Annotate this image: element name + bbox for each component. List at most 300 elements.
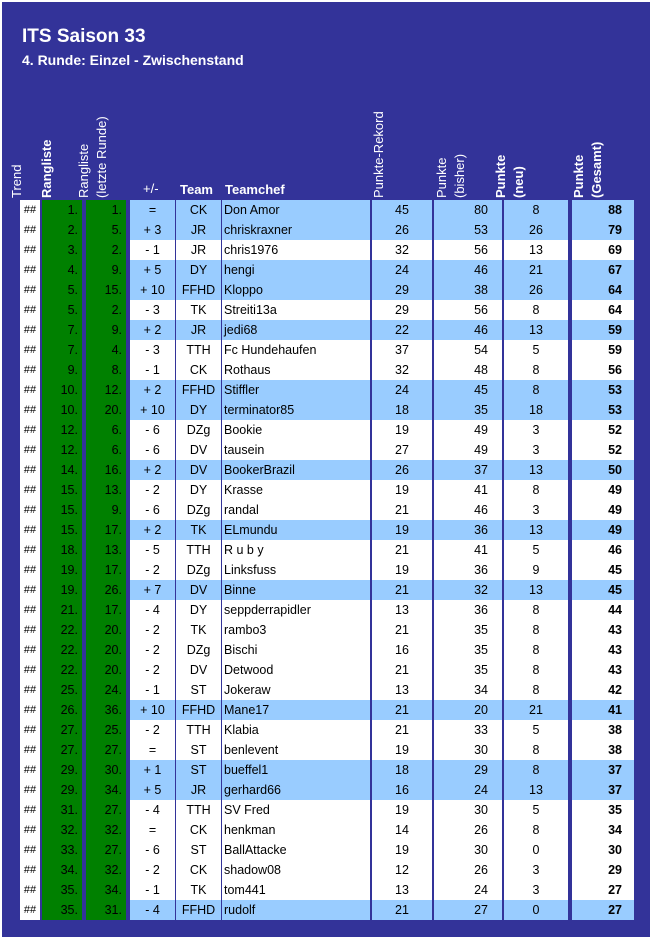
trend-cell: ## — [20, 240, 40, 260]
trend-cell: ## — [20, 500, 40, 520]
trend-cell: ## — [20, 260, 40, 280]
diff-cell: + 5 — [130, 780, 175, 800]
team-cell: DV — [176, 440, 221, 460]
points-neu-cell: 8 — [504, 740, 568, 760]
teamchef-cell: Binne — [222, 580, 370, 600]
trend-cell: ## — [20, 700, 40, 720]
table-row — [2, 740, 650, 760]
points-neu-cell: 8 — [504, 200, 568, 220]
points-bisher-cell: 27 — [434, 900, 502, 920]
points-bisher-cell: 46 — [434, 260, 502, 280]
points-bisher-cell: 33 — [434, 720, 502, 740]
team-cell: ST — [176, 680, 221, 700]
last-rank-cell: 13. — [86, 480, 126, 500]
table-row — [2, 860, 650, 880]
rekord-cell: 21 — [372, 580, 432, 600]
points-neu-cell: 8 — [504, 680, 568, 700]
rank-cell: 33. — [42, 840, 82, 860]
points-neu-cell: 8 — [504, 640, 568, 660]
points-gesamt-cell: 56 — [572, 360, 634, 380]
points-gesamt-cell: 45 — [572, 560, 634, 580]
diff-cell: + 2 — [130, 320, 175, 340]
page-title: ITS Saison 33 — [22, 26, 146, 47]
table-row — [2, 760, 650, 780]
points-bisher-cell: 53 — [434, 220, 502, 240]
page-subtitle: 4. Runde: Einzel - Zwischenstand — [22, 52, 244, 68]
team-cell: JR — [176, 780, 221, 800]
points-neu-cell: 8 — [504, 360, 568, 380]
last-rank-cell: 1. — [86, 200, 126, 220]
trend-cell: ## — [20, 220, 40, 240]
standings-sheet: ITS Saison 33 4. Runde: Einzel - Zwischenstand Trend Rangliste Rangliste (letzte Runde) +/- Team Teamchef Punkte-Rekord Punkte (bisher) Punkte (neu) Punkte (Gesamt) ## 1. 1. = CK Don Amor 45 80 8 88 ## 2. 5. + 3 JR chriskraxner 26 53 26 79 ## 3. 2. - 1 JR chris1976 32 56 13 69 ## 4. 9. + 5 DY hengi 24 46 21 67 ## 5. 15. + 10 FFHD Kloppo 29 38 26 64 ## 5. 2. - 3 TK Streiti13a 29 56 8 64 ## 7. 9. + 2 JR jedi68 22 46 13 59 ## 7. 4. - 3 TTH Fc Hundehaufen 37 54 5 59 ## 9. 8. - 1 CK Rothaus 32 48 8 56 ## 10. 12. + 2 FFHD Stiffler 24 45 8 53 ## 10. 20. + 10 DY terminator85 18 35 18 53 ## 12. 6. - 6 DZg Bookie 19 49 3 52 ## 12. 6. - 6 DV tausein 27 49 3 52 ## 14. 16. + 2 DV BookerBrazil 26 37 13 50 ## 15. 13. - 2 DY Krasse 19 41 8 49 ## 15. 9. - 6 DZg randal 21 46 3 49 ## 15. 17. + 2 TK ELmundu 19 36 13 49 ## 18. 13. - 5 TTH R u b y 21 41 5 46 ## 19. 17. - 2 DZg Linksfuss 19 36 9 45 ## 19. 26. + 7 DV Binne 21 32 13 45 ## 21. 17. - 4 DY seppderrapidler 13 36 8 44 ## 22. 20. - 2 TK rambo3 21 35 8 43 ## 22. 20. - 2 DZg Bischi 16 35 8 43 ## 22. 20. - 2 DV Detwood 21 35 8 43 ## 25. 24. - 1 ST Jokeraw 13 34 8 42 ## 26. 36. + 10 FFHD Mane17 21 20 21 41 ## 27. 25. - 2 TTH Klabia 21 33 5 38 ## 27. 27. = ST benlevent 19 30 8 38 ## 29. 30. + 1 ST bueffel1 18 29 8 37 ## 29. 34. + 5 JR gerhard66 16 24 13 37 ## 31. 27. - 4 TTH SV Fred 19 30 5 35 ## 32. 32. = CK henkman 14 26 8 34 ## 33. 27. - 6 ST BallAttacke 19 30 0 30 ## 34. 32. - 2 CK shadow08 12 26 3 29 ## 35. 34. - 1 TK tom441 13 24 3 27 ## 35. 31. - 4 FFHD rudolf 21 27 0 27 — [2, 2, 650, 937]
points-gesamt-cell: 69 — [572, 240, 634, 260]
points-gesamt-cell: 38 — [572, 720, 634, 740]
rank-cell: 15. — [42, 480, 82, 500]
team-cell: TTH — [176, 800, 221, 820]
last-rank-cell: 9. — [86, 260, 126, 280]
rekord-cell: 13 — [372, 680, 432, 700]
rekord-cell: 24 — [372, 260, 432, 280]
table-row — [2, 400, 650, 420]
table-row — [2, 360, 650, 380]
table-row — [2, 500, 650, 520]
diff-cell: - 4 — [130, 600, 175, 620]
diff-cell: - 6 — [130, 440, 175, 460]
team-cell: DZg — [176, 640, 221, 660]
points-bisher-cell: 46 — [434, 320, 502, 340]
last-rank-cell: 17. — [86, 600, 126, 620]
points-bisher-cell: 32 — [434, 580, 502, 600]
table-row — [2, 800, 650, 820]
rank-cell: 29. — [42, 780, 82, 800]
rekord-cell: 21 — [372, 500, 432, 520]
last-rank-cell: 5. — [86, 220, 126, 240]
table-row — [2, 440, 650, 460]
points-neu-cell: 18 — [504, 400, 568, 420]
rekord-cell: 45 — [372, 200, 432, 220]
rank-cell: 7. — [42, 340, 82, 360]
last-rank-cell: 15. — [86, 280, 126, 300]
points-gesamt-cell: 27 — [572, 880, 634, 900]
diff-cell: + 2 — [130, 380, 175, 400]
rekord-cell: 19 — [372, 840, 432, 860]
team-cell: TK — [176, 300, 221, 320]
teamchef-cell: chriskraxner — [222, 220, 370, 240]
last-rank-cell: 20. — [86, 660, 126, 680]
teamchef-cell: Rothaus — [222, 360, 370, 380]
diff-cell: + 2 — [130, 520, 175, 540]
teamchef-cell: tom441 — [222, 880, 370, 900]
teamchef-cell: BallAttacke — [222, 840, 370, 860]
rank-cell: 27. — [42, 720, 82, 740]
diff-cell: = — [130, 820, 175, 840]
rank-cell: 15. — [42, 500, 82, 520]
points-bisher-cell: 35 — [434, 400, 502, 420]
rank-cell: 10. — [42, 380, 82, 400]
points-bisher-cell: 20 — [434, 700, 502, 720]
trend-cell: ## — [20, 800, 40, 820]
team-cell: ST — [176, 760, 221, 780]
teamchef-cell: bueffel1 — [222, 760, 370, 780]
diff-cell: - 5 — [130, 540, 175, 560]
rekord-cell: 18 — [372, 760, 432, 780]
team-cell: DZg — [176, 420, 221, 440]
trend-cell: ## — [20, 640, 40, 660]
rank-cell: 25. — [42, 680, 82, 700]
trend-cell: ## — [20, 660, 40, 680]
points-bisher-cell: 29 — [434, 760, 502, 780]
trend-cell: ## — [20, 460, 40, 480]
teamchef-cell: Stiffler — [222, 380, 370, 400]
diff-cell: + 7 — [130, 580, 175, 600]
points-neu-cell: 8 — [504, 300, 568, 320]
points-bisher-cell: 36 — [434, 520, 502, 540]
points-neu-cell: 8 — [504, 620, 568, 640]
rank-cell: 14. — [42, 460, 82, 480]
team-cell: FFHD — [176, 380, 221, 400]
rank-cell: 35. — [42, 880, 82, 900]
points-neu-cell: 8 — [504, 660, 568, 680]
diff-cell: + 10 — [130, 700, 175, 720]
teamchef-cell: Mane17 — [222, 700, 370, 720]
diff-cell: - 6 — [130, 840, 175, 860]
points-neu-cell: 3 — [504, 420, 568, 440]
rank-cell: 32. — [42, 820, 82, 840]
trend-cell: ## — [20, 620, 40, 640]
team-cell: TTH — [176, 720, 221, 740]
teamchef-cell: seppderrapidler — [222, 600, 370, 620]
team-cell: DZg — [176, 500, 221, 520]
team-cell: CK — [176, 200, 221, 220]
points-gesamt-cell: 38 — [572, 740, 634, 760]
trend-cell: ## — [20, 820, 40, 840]
points-gesamt-cell: 43 — [572, 640, 634, 660]
last-rank-cell: 17. — [86, 560, 126, 580]
trend-cell: ## — [20, 580, 40, 600]
points-bisher-cell: 36 — [434, 560, 502, 580]
last-rank-cell: 24. — [86, 680, 126, 700]
team-cell: ST — [176, 840, 221, 860]
last-rank-cell: 20. — [86, 640, 126, 660]
rank-cell: 22. — [42, 640, 82, 660]
team-cell: FFHD — [176, 280, 221, 300]
points-gesamt-cell: 79 — [572, 220, 634, 240]
points-neu-cell: 3 — [504, 500, 568, 520]
diff-cell: + 10 — [130, 400, 175, 420]
table-row — [2, 240, 650, 260]
diff-cell: - 2 — [130, 640, 175, 660]
table-row — [2, 340, 650, 360]
trend-cell: ## — [20, 360, 40, 380]
points-gesamt-cell: 49 — [572, 520, 634, 540]
trend-cell: ## — [20, 860, 40, 880]
rank-cell: 18. — [42, 540, 82, 560]
rekord-cell: 19 — [372, 800, 432, 820]
table-row — [2, 460, 650, 480]
table-row — [2, 820, 650, 840]
teamchef-cell: Bookie — [222, 420, 370, 440]
diff-cell: + 1 — [130, 760, 175, 780]
teamchef-cell: Detwood — [222, 660, 370, 680]
team-cell: JR — [176, 220, 221, 240]
points-bisher-cell: 41 — [434, 540, 502, 560]
points-bisher-cell: 24 — [434, 780, 502, 800]
points-neu-cell: 26 — [504, 280, 568, 300]
points-gesamt-cell: 59 — [572, 320, 634, 340]
rekord-cell: 13 — [372, 880, 432, 900]
points-gesamt-cell: 53 — [572, 380, 634, 400]
rekord-cell: 19 — [372, 420, 432, 440]
points-neu-cell: 5 — [504, 800, 568, 820]
teamchef-cell: hengi — [222, 260, 370, 280]
points-gesamt-cell: 49 — [572, 500, 634, 520]
points-neu-cell: 13 — [504, 580, 568, 600]
last-rank-cell: 9. — [86, 500, 126, 520]
table-row — [2, 380, 650, 400]
points-neu-cell: 8 — [504, 380, 568, 400]
diff-cell: - 1 — [130, 680, 175, 700]
points-bisher-cell: 24 — [434, 880, 502, 900]
last-rank-cell: 27. — [86, 840, 126, 860]
last-rank-cell: 13. — [86, 540, 126, 560]
rank-cell: 29. — [42, 760, 82, 780]
team-cell: DY — [176, 260, 221, 280]
trend-cell: ## — [20, 280, 40, 300]
table-row — [2, 260, 650, 280]
team-cell: ST — [176, 740, 221, 760]
last-rank-cell: 4. — [86, 340, 126, 360]
last-rank-cell: 16. — [86, 460, 126, 480]
rank-cell: 2. — [42, 220, 82, 240]
table-row — [2, 480, 650, 500]
trend-cell: ## — [20, 320, 40, 340]
points-neu-cell: 9 — [504, 560, 568, 580]
points-bisher-cell: 49 — [434, 420, 502, 440]
rekord-cell: 21 — [372, 720, 432, 740]
diff-cell: - 6 — [130, 500, 175, 520]
rekord-cell: 29 — [372, 280, 432, 300]
trend-cell: ## — [20, 780, 40, 800]
rekord-cell: 19 — [372, 560, 432, 580]
table-row — [2, 300, 650, 320]
diff-cell: - 2 — [130, 620, 175, 640]
rekord-cell: 27 — [372, 440, 432, 460]
table-row — [2, 720, 650, 740]
diff-cell: - 1 — [130, 240, 175, 260]
points-gesamt-cell: 29 — [572, 860, 634, 880]
team-cell: TTH — [176, 340, 221, 360]
points-gesamt-cell: 44 — [572, 600, 634, 620]
points-bisher-cell: 26 — [434, 860, 502, 880]
points-neu-cell: 5 — [504, 720, 568, 740]
rekord-cell: 37 — [372, 340, 432, 360]
trend-cell: ## — [20, 340, 40, 360]
last-rank-cell: 32. — [86, 820, 126, 840]
header-diff: +/- — [143, 181, 159, 196]
rekord-cell: 21 — [372, 540, 432, 560]
points-gesamt-cell: 34 — [572, 820, 634, 840]
points-neu-cell: 13 — [504, 320, 568, 340]
diff-cell: - 2 — [130, 560, 175, 580]
last-rank-cell: 34. — [86, 880, 126, 900]
points-neu-cell: 0 — [504, 900, 568, 920]
team-cell: TK — [176, 520, 221, 540]
teamchef-cell: rudolf — [222, 900, 370, 920]
points-neu-cell: 8 — [504, 820, 568, 840]
diff-cell: - 2 — [130, 480, 175, 500]
points-bisher-cell: 36 — [434, 600, 502, 620]
rank-cell: 35. — [42, 900, 82, 920]
points-bisher-cell: 26 — [434, 820, 502, 840]
last-rank-cell: 20. — [86, 400, 126, 420]
points-gesamt-cell: 50 — [572, 460, 634, 480]
last-rank-cell: 36. — [86, 700, 126, 720]
table-row — [2, 560, 650, 580]
points-gesamt-cell: 64 — [572, 300, 634, 320]
points-gesamt-cell: 37 — [572, 760, 634, 780]
diff-cell: + 2 — [130, 460, 175, 480]
last-rank-cell: 20. — [86, 620, 126, 640]
points-neu-cell: 26 — [504, 220, 568, 240]
trend-cell: ## — [20, 880, 40, 900]
table-row — [2, 700, 650, 720]
points-bisher-cell: 49 — [434, 440, 502, 460]
diff-cell: - 2 — [130, 720, 175, 740]
header-team: Team — [180, 182, 213, 197]
diff-cell: + 3 — [130, 220, 175, 240]
last-rank-cell: 31. — [86, 900, 126, 920]
points-gesamt-cell: 43 — [572, 660, 634, 680]
last-rank-cell: 27. — [86, 800, 126, 820]
table-row — [2, 280, 650, 300]
points-gesamt-cell: 52 — [572, 420, 634, 440]
rank-cell: 21. — [42, 600, 82, 620]
table-row — [2, 900, 650, 920]
rank-cell: 5. — [42, 280, 82, 300]
table-row — [2, 520, 650, 540]
points-gesamt-cell: 37 — [572, 780, 634, 800]
last-rank-cell: 26. — [86, 580, 126, 600]
points-bisher-cell: 80 — [434, 200, 502, 220]
last-rank-cell: 2. — [86, 300, 126, 320]
last-rank-cell: 2. — [86, 240, 126, 260]
trend-cell: ## — [20, 380, 40, 400]
trend-cell: ## — [20, 740, 40, 760]
teamchef-cell: shadow08 — [222, 860, 370, 880]
last-rank-cell: 32. — [86, 860, 126, 880]
table-row — [2, 680, 650, 700]
points-bisher-cell: 35 — [434, 640, 502, 660]
diff-cell: - 3 — [130, 300, 175, 320]
points-neu-cell: 5 — [504, 340, 568, 360]
rekord-cell: 21 — [372, 660, 432, 680]
diff-cell: - 2 — [130, 860, 175, 880]
teamchef-cell: Streiti13a — [222, 300, 370, 320]
points-gesamt-cell: 52 — [572, 440, 634, 460]
points-bisher-cell: 30 — [434, 740, 502, 760]
teamchef-cell: Don Amor — [222, 200, 370, 220]
points-gesamt-cell: 35 — [572, 800, 634, 820]
rank-cell: 5. — [42, 300, 82, 320]
rekord-cell: 21 — [372, 900, 432, 920]
rekord-cell: 21 — [372, 620, 432, 640]
teamchef-cell: Fc Hundehaufen — [222, 340, 370, 360]
points-neu-cell: 21 — [504, 700, 568, 720]
points-bisher-cell: 54 — [434, 340, 502, 360]
last-rank-cell: 17. — [86, 520, 126, 540]
teamchef-cell: rambo3 — [222, 620, 370, 640]
rank-cell: 15. — [42, 520, 82, 540]
points-bisher-cell: 35 — [434, 660, 502, 680]
teamchef-cell: R u b y — [222, 540, 370, 560]
table-row — [2, 320, 650, 340]
teamchef-cell: Bischi — [222, 640, 370, 660]
team-cell: TK — [176, 880, 221, 900]
points-gesamt-cell: 27 — [572, 900, 634, 920]
diff-cell: - 3 — [130, 340, 175, 360]
rank-cell: 1. — [42, 200, 82, 220]
teamchef-cell: Jokeraw — [222, 680, 370, 700]
table-row — [2, 600, 650, 620]
rekord-cell: 19 — [372, 480, 432, 500]
teamchef-cell: ELmundu — [222, 520, 370, 540]
trend-cell: ## — [20, 760, 40, 780]
last-rank-cell: 12. — [86, 380, 126, 400]
team-cell: DY — [176, 480, 221, 500]
table-row — [2, 420, 650, 440]
points-gesamt-cell: 53 — [572, 400, 634, 420]
rank-cell: 26. — [42, 700, 82, 720]
team-cell: DV — [176, 580, 221, 600]
points-gesamt-cell: 43 — [572, 620, 634, 640]
teamchef-cell: tausein — [222, 440, 370, 460]
points-neu-cell: 8 — [504, 760, 568, 780]
table-row — [2, 220, 650, 240]
points-gesamt-cell: 30 — [572, 840, 634, 860]
diff-cell: - 1 — [130, 880, 175, 900]
points-bisher-cell: 34 — [434, 680, 502, 700]
rekord-cell: 16 — [372, 780, 432, 800]
rank-cell: 19. — [42, 560, 82, 580]
trend-cell: ## — [20, 560, 40, 580]
teamchef-cell: jedi68 — [222, 320, 370, 340]
team-cell: FFHD — [176, 900, 221, 920]
points-neu-cell: 3 — [504, 860, 568, 880]
rekord-cell: 24 — [372, 380, 432, 400]
points-gesamt-cell: 42 — [572, 680, 634, 700]
teamchef-cell: Krasse — [222, 480, 370, 500]
points-bisher-cell: 30 — [434, 840, 502, 860]
diff-cell: = — [130, 740, 175, 760]
trend-cell: ## — [20, 440, 40, 460]
table-row — [2, 620, 650, 640]
last-rank-cell: 34. — [86, 780, 126, 800]
trend-cell: ## — [20, 540, 40, 560]
rank-cell: 4. — [42, 260, 82, 280]
rekord-cell: 19 — [372, 740, 432, 760]
teamchef-cell: henkman — [222, 820, 370, 840]
table-row — [2, 880, 650, 900]
rank-cell: 10. — [42, 400, 82, 420]
rank-cell: 22. — [42, 660, 82, 680]
table-row — [2, 200, 650, 220]
teamchef-cell: Kloppo — [222, 280, 370, 300]
team-cell: CK — [176, 820, 221, 840]
points-gesamt-cell: 64 — [572, 280, 634, 300]
trend-cell: ## — [20, 600, 40, 620]
rank-cell: 19. — [42, 580, 82, 600]
table-row — [2, 580, 650, 600]
